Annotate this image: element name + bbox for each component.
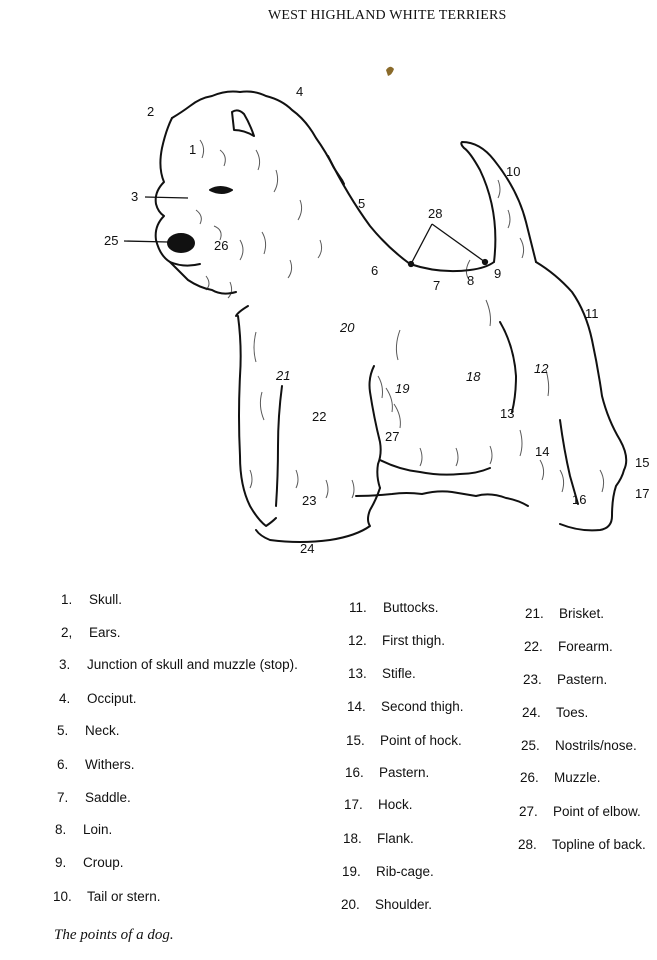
- callout-25: 25: [104, 233, 119, 248]
- legend-num: 23.: [523, 672, 542, 687]
- callout-17: 17: [635, 486, 650, 501]
- legend-item: [57, 757, 135, 772]
- legend-item: [55, 855, 124, 870]
- legend-num: 25.: [521, 738, 540, 753]
- legend-num: 9.: [55, 855, 67, 870]
- legend-item: [521, 738, 637, 753]
- callout-6: 6: [371, 263, 379, 278]
- legend-num: 28.: [518, 837, 537, 852]
- legend-item: [348, 666, 416, 681]
- dog-outline: [156, 92, 627, 543]
- legend-label: Nostrils/nose.: [555, 738, 637, 753]
- callout-19: 19: [395, 381, 410, 396]
- callout-21: 21: [276, 368, 291, 383]
- legend-item: [59, 691, 137, 706]
- legend-label: Stifle.: [382, 666, 416, 681]
- legend-item: [522, 705, 588, 720]
- leader-28b: [432, 224, 485, 262]
- legend-label: Second thigh.: [381, 699, 464, 714]
- legend-num: 3.: [59, 657, 71, 672]
- leader-28a: [411, 224, 432, 264]
- legend-num: 13.: [348, 666, 367, 681]
- legend-num: 22.: [524, 639, 543, 654]
- legend-label: Neck.: [85, 723, 120, 738]
- callout-5: 5: [358, 196, 366, 211]
- legend-num: 26.: [520, 770, 539, 785]
- legend-item: [61, 625, 121, 640]
- legend-label: Tail or stern.: [87, 889, 161, 904]
- legend-item: [57, 723, 120, 738]
- legend-num: 12.: [348, 633, 367, 648]
- legend-item: [61, 592, 122, 607]
- legend-item: [347, 699, 464, 714]
- callout-1: 1: [189, 142, 197, 157]
- legend-item: [345, 765, 429, 780]
- legend-item: [523, 672, 607, 687]
- callout-20: 20: [340, 320, 355, 335]
- leader-3: [145, 197, 188, 198]
- page-title: WEST HIGHLAND WHITE TERRIERS: [268, 8, 507, 23]
- callout-18: 18: [466, 369, 481, 384]
- legend-num: 6.: [57, 757, 69, 772]
- callout-13: 13: [500, 406, 515, 421]
- legend-num: 1.: [61, 592, 73, 607]
- legend-label: Junction of skull and muzzle (stop).: [87, 657, 298, 672]
- legend-num: 4.: [59, 691, 71, 706]
- legend-label: Point of elbow.: [553, 804, 641, 819]
- legend-label: Shoulder.: [375, 897, 433, 912]
- callout-3: 3: [131, 189, 139, 204]
- callout-27: 27: [385, 429, 400, 444]
- legend-item: [518, 837, 646, 852]
- legend-label: Buttocks.: [383, 600, 439, 615]
- callout-15: 15: [635, 455, 650, 470]
- legend-num: 11.: [349, 600, 367, 615]
- legend-label: Loin.: [83, 822, 113, 837]
- legend-item: [343, 831, 414, 846]
- legend-label: Saddle.: [85, 790, 131, 805]
- callout-22: 22: [312, 409, 327, 424]
- legend-item: [342, 864, 434, 879]
- callout-7: 7: [433, 278, 441, 293]
- legend-label: Point of hock.: [380, 733, 462, 748]
- legend-item: [525, 606, 604, 621]
- legend-label: Pastern.: [379, 765, 430, 780]
- legend-item: [524, 639, 613, 654]
- legend-num: 15.: [346, 733, 365, 748]
- legend-label: First thigh.: [382, 633, 446, 648]
- legend-item: [344, 797, 413, 812]
- callout-8: 8: [467, 273, 475, 288]
- legend-num: 2,: [61, 625, 73, 640]
- legend-item: [55, 822, 112, 837]
- callout-26: 26: [214, 238, 229, 253]
- legend-num: 18.: [343, 831, 362, 846]
- callout-2: 2: [147, 104, 155, 119]
- legend-item: [519, 804, 641, 819]
- legend-num: 14.: [347, 699, 366, 714]
- legend-item: [346, 733, 462, 748]
- callout-11: 11: [585, 306, 599, 321]
- callout-24: 24: [300, 541, 315, 556]
- legend-label: Ears.: [89, 625, 121, 640]
- legend-num: 21.: [525, 606, 544, 621]
- callout-14: 14: [535, 444, 550, 459]
- legend-num: 16.: [345, 765, 364, 780]
- legend-label: Croup.: [83, 855, 124, 870]
- legend-label: Pastern.: [557, 672, 608, 687]
- callout-9: 9: [494, 266, 502, 281]
- callout-28: 28: [428, 206, 443, 221]
- legend-num: 10.: [53, 889, 72, 904]
- legend-label: Rib-cage.: [376, 864, 434, 879]
- legend-label: Occiput.: [87, 691, 137, 706]
- callout-23: 23: [302, 493, 317, 508]
- legend-label: Flank.: [377, 831, 414, 846]
- leader-28b-dot: [483, 260, 488, 265]
- legend-item: [348, 633, 445, 648]
- legend-num: 19.: [342, 864, 361, 879]
- legend-num: 5.: [57, 723, 69, 738]
- callout-12: 12: [534, 361, 549, 376]
- legend-label: Withers.: [85, 757, 135, 772]
- legend-num: 7.: [57, 790, 69, 805]
- legend-item: [341, 897, 432, 912]
- leader-28a-dot: [409, 262, 414, 267]
- legend-label: Forearm.: [558, 639, 613, 654]
- legend-num: 20.: [341, 897, 360, 912]
- legend-item: [349, 600, 439, 615]
- legend-item: [53, 889, 161, 904]
- legend-num: 27.: [519, 804, 538, 819]
- legend-item: [59, 657, 298, 672]
- callout-10: 10: [506, 164, 521, 179]
- legend-num: 24.: [522, 705, 541, 720]
- legend-label: Hock.: [378, 797, 413, 812]
- legend-num: 8.: [55, 822, 67, 837]
- legend-label: Topline of back.: [552, 837, 646, 852]
- ink-mark: [386, 67, 394, 76]
- legend-label: Skull.: [89, 592, 123, 607]
- callout-4: 4: [296, 84, 304, 99]
- legend-label: Muzzle.: [554, 770, 601, 785]
- legend-item: [520, 770, 601, 785]
- callout-numbers: [104, 84, 649, 556]
- figure-caption: The points of a dog.: [54, 927, 174, 943]
- legend-label: Toes.: [556, 705, 589, 720]
- legend-item: [57, 790, 131, 805]
- leader-25: [124, 241, 168, 242]
- legend-label: Brisket.: [559, 606, 605, 621]
- callout-16: 16: [572, 492, 587, 507]
- legend-num: 17.: [344, 797, 363, 812]
